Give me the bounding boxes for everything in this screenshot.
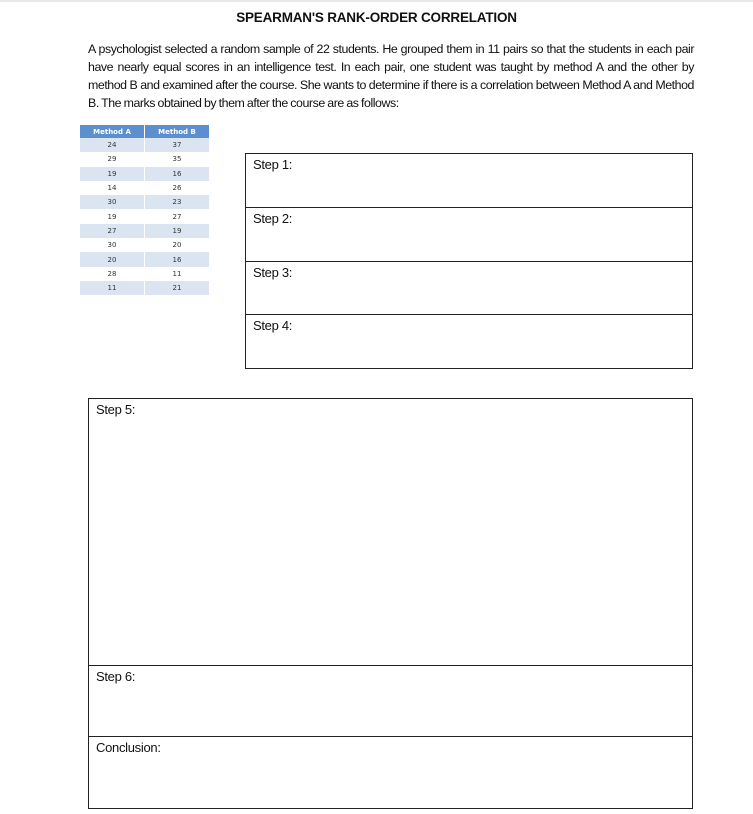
table-row bbox=[80, 167, 210, 181]
conclusion-box[interactable] bbox=[88, 736, 693, 809]
method-b-cell: 27 bbox=[145, 209, 210, 223]
conclusion-label: Conclusion: bbox=[96, 740, 161, 755]
method-b-cell: 19 bbox=[145, 224, 210, 238]
step-4-box[interactable] bbox=[245, 314, 693, 369]
table-header-row bbox=[80, 125, 210, 138]
step-1-box[interactable] bbox=[245, 153, 693, 208]
method-a-cell: 28 bbox=[80, 267, 145, 281]
method-a-cell: 24 bbox=[80, 138, 145, 152]
method-b-cell: 26 bbox=[145, 181, 210, 195]
table-row bbox=[80, 281, 210, 295]
method-a-cell: 30 bbox=[80, 195, 145, 209]
step-3-label: Step 3: bbox=[253, 265, 293, 280]
step-5-box[interactable] bbox=[88, 398, 693, 666]
method-a-cell: 19 bbox=[80, 209, 145, 223]
table-row bbox=[80, 267, 210, 281]
step-6-label: Step 6: bbox=[96, 669, 136, 684]
step-1-label: Step 1: bbox=[253, 157, 293, 172]
table-row bbox=[80, 238, 210, 252]
method-a-cell: 19 bbox=[80, 167, 145, 181]
column-header-method-a: Method A bbox=[80, 125, 145, 138]
method-b-cell: 23 bbox=[145, 195, 210, 209]
problem-statement: A psychologist selected a random sample of 22 students. He grouped them in 11 pairs so that the students in each pair have nearly equal scores in an intelligence test. In each pair, one student was taught by method A and the other by method B and examined after the course. She wants to determine if there is a correlation between Method A and Method B. The marks obtained by them after the course are as follows: bbox=[88, 42, 694, 110]
table-row bbox=[80, 195, 210, 209]
table-row bbox=[80, 224, 210, 238]
method-b-cell: 21 bbox=[145, 281, 210, 295]
table-row bbox=[80, 181, 210, 195]
method-b-cell: 11 bbox=[145, 267, 210, 281]
table-row bbox=[80, 252, 210, 266]
page-top-border bbox=[0, 0, 753, 2]
method-b-cell: 35 bbox=[145, 152, 210, 166]
step-2-box[interactable] bbox=[245, 207, 693, 262]
method-b-cell: 16 bbox=[145, 252, 210, 266]
method-a-cell: 27 bbox=[80, 224, 145, 238]
step-5-label: Step 5: bbox=[96, 402, 136, 417]
page-title: SPEARMAN'S RANK-ORDER CORRELATION bbox=[236, 10, 517, 25]
table-row bbox=[80, 138, 210, 152]
step-3-box[interactable] bbox=[245, 261, 693, 315]
method-a-cell: 20 bbox=[80, 252, 145, 266]
method-a-cell: 14 bbox=[80, 181, 145, 195]
method-b-cell: 20 bbox=[145, 238, 210, 252]
step-2-label: Step 2: bbox=[253, 211, 293, 226]
column-header-method-b: Method B bbox=[145, 125, 210, 138]
method-a-cell: 30 bbox=[80, 238, 145, 252]
table-row bbox=[80, 209, 210, 223]
method-a-cell: 29 bbox=[80, 152, 145, 166]
method-b-cell: 37 bbox=[145, 138, 210, 152]
step-4-label: Step 4: bbox=[253, 318, 293, 333]
step-6-box[interactable] bbox=[88, 665, 693, 737]
data-table bbox=[80, 125, 210, 295]
table-row bbox=[80, 152, 210, 166]
method-a-cell: 11 bbox=[80, 281, 145, 295]
method-b-cell: 16 bbox=[145, 167, 210, 181]
